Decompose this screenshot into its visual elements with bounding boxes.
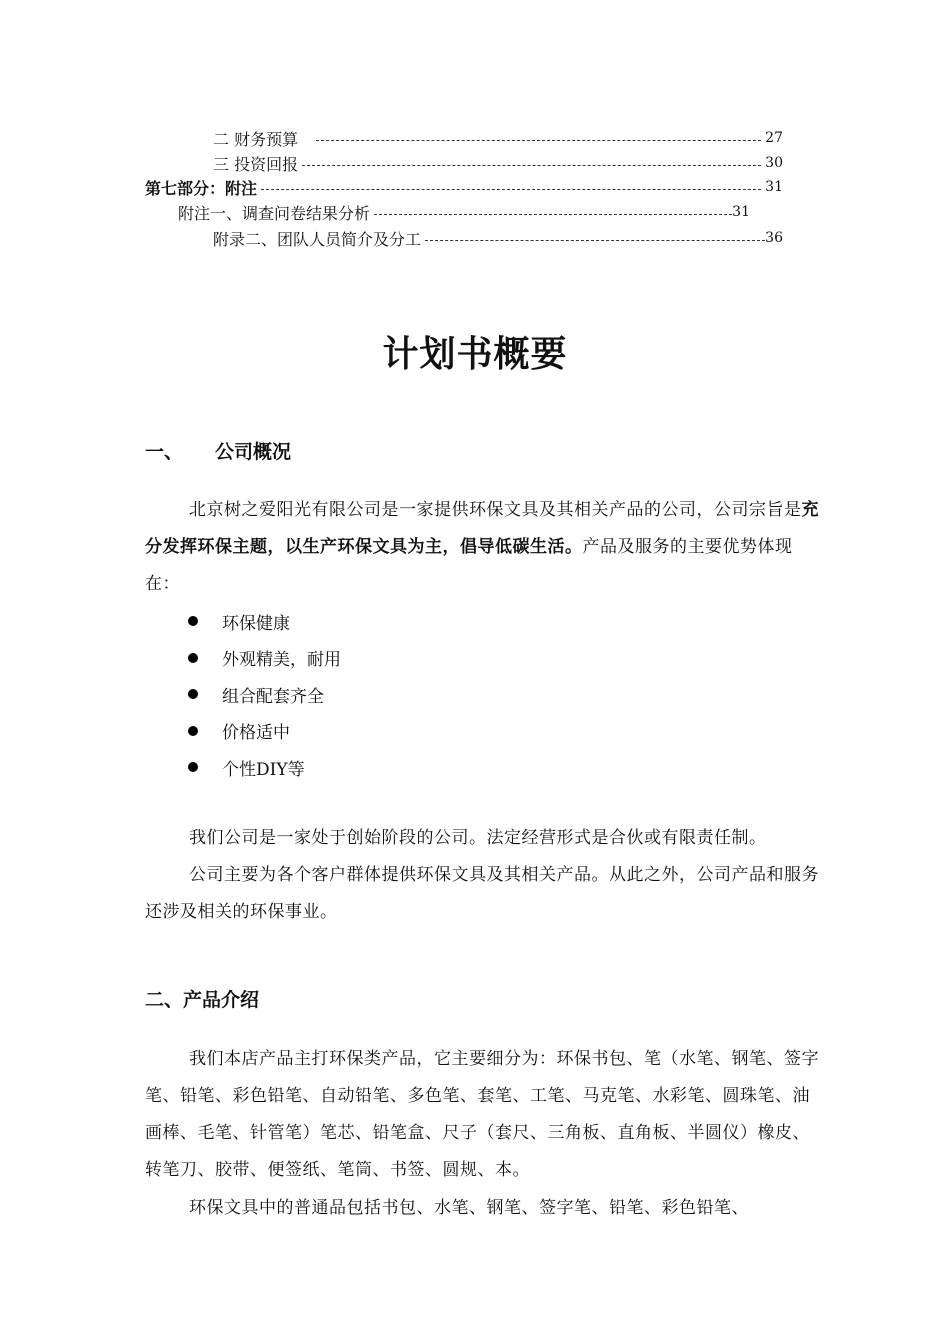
product-intro-paragraph: 我们本店产品主打环保类产品，它主要细分为：环保书包、笔（水笔、钢笔、签字笔、铅笔、彩色铅笔、自动铅笔、多色笔、套笔、工笔、马克笔、水彩笔、圆珠笔、油画棒、毛笔、针管笔）笔芯、铅笔盒、尺子（套尺、三角板、直角板、半圆仪）橡皮、转笔刀、胶带、便签纸、笔筒、书签、圆规、本。: [145, 1049, 819, 1180]
toc-page-number: 30: [765, 155, 783, 171]
toc-dot-leader: [302, 165, 761, 166]
toc-dot-leader: [261, 189, 761, 190]
company-form-paragraph: 我们公司是一家处于创始阶段的公司。法定经营形式是合伙或有限责任制。: [189, 828, 767, 848]
toc-entry[interactable]: [213, 126, 783, 150]
list-item: [188, 749, 341, 786]
section-heading-company-overview: [145, 437, 291, 464]
section-title: 公司概况: [215, 441, 292, 463]
toc-entry[interactable]: [213, 151, 783, 175]
toc-page-number: 31: [765, 179, 783, 195]
list-item: [188, 603, 341, 640]
list-item-text: 价格适中: [222, 723, 290, 744]
toc-page-number: 31: [732, 204, 750, 220]
list-item-text: 个性DIY等: [222, 759, 305, 780]
bullet-icon: [188, 689, 198, 699]
toc-dot-leader: [425, 240, 765, 241]
toc-entry-label: 第七部分：附注: [145, 178, 258, 198]
list-item: [188, 713, 341, 750]
section-heading-product-intro: 二、产品介绍: [145, 989, 260, 1011]
company-mission-bold: 充分发挥环保主题，以生产环保文具为主，倡导低碳生活。: [145, 500, 819, 557]
company-overview-paragraph: [145, 492, 825, 603]
toc-entry-label: 三 投资回报: [213, 154, 299, 174]
document-title: 计划书概要: [382, 333, 568, 375]
advantages-list: [188, 603, 341, 786]
bullet-icon: [188, 653, 198, 663]
bullet-icon: [188, 616, 198, 626]
toc-page-number: 27: [765, 130, 783, 146]
company-services-paragraph: 公司主要为各个客户群体提供环保文具及其相关产品。从此之外，公司产品和服务还涉及相关的环保事业。: [145, 865, 819, 922]
toc-entry[interactable]: [213, 226, 783, 250]
list-item: [188, 640, 341, 677]
list-item-text: 环保健康: [222, 613, 290, 634]
toc-dot-leader: [374, 214, 732, 215]
toc-page-number: 36: [765, 230, 783, 246]
bullet-icon: [188, 726, 198, 736]
list-item-text: 组合配套齐全: [222, 686, 324, 707]
toc-entry[interactable]: [145, 175, 783, 199]
paragraph-text: 产品及服务的主要优势体现在：: [145, 537, 793, 594]
regular-products-paragraph: 环保文具中的普通品包括书包、水笔、钢笔、签字笔、铅笔、彩色铅笔、: [189, 1198, 749, 1218]
section-number: 一、: [145, 441, 184, 463]
paragraph-text: 北京树之爱阳光有限公司是一家提供环保文具及其相关产品的公司，公司宗旨是: [189, 500, 802, 520]
list-item-text: 外观精美，耐用: [222, 650, 341, 671]
toc-dot-leader: [316, 140, 761, 141]
toc-entry-label: 附录二、团队人员简介及分工: [213, 229, 422, 249]
toc-entry-label: 附注一、调查问卷结果分析: [178, 203, 371, 223]
bullet-icon: [188, 762, 198, 772]
list-item: [188, 676, 341, 713]
toc-entry[interactable]: [178, 200, 750, 224]
toc-entry-label: 二 财务预算: [213, 129, 299, 149]
